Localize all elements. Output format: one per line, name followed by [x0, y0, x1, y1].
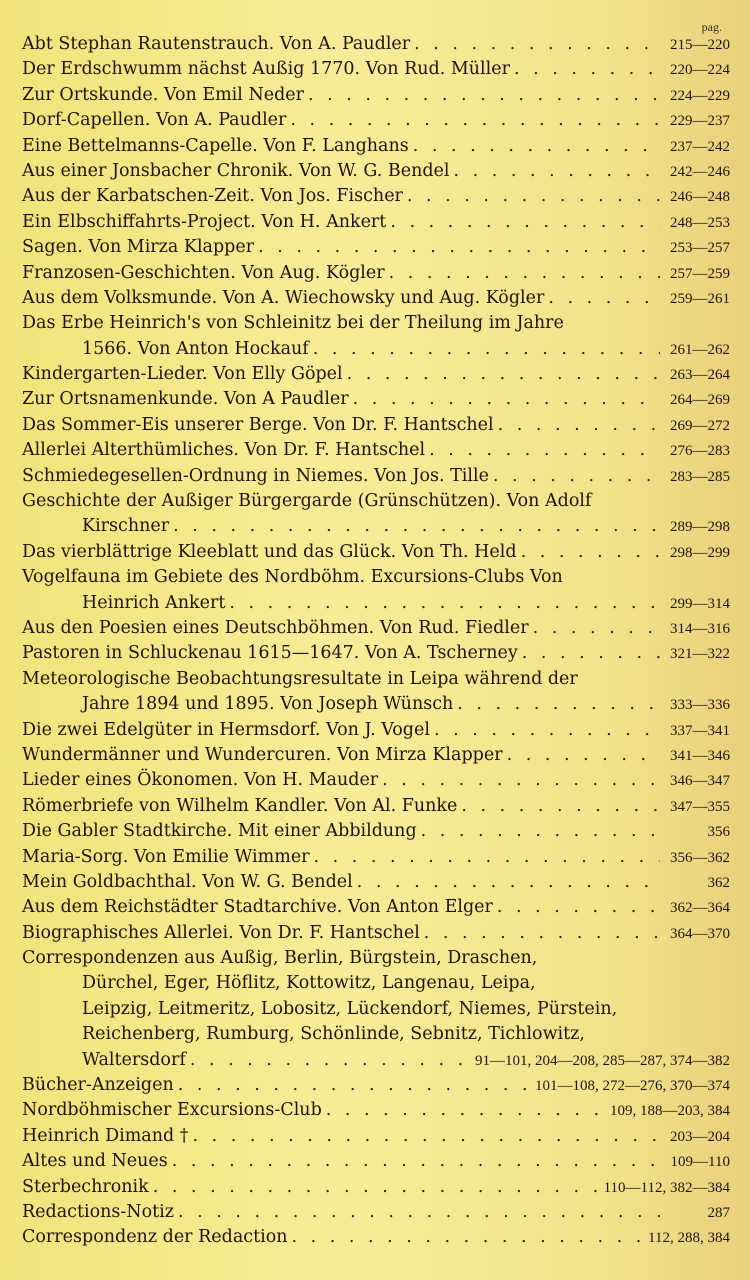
- toc-entry-pages: 321—322: [670, 646, 730, 663]
- toc-entry-line: [22, 540, 730, 565]
- dot-leader: [349, 387, 660, 412]
- toc-entry: [22, 32, 730, 57]
- dot-leader: [489, 464, 660, 489]
- toc-entry: [22, 616, 730, 641]
- toc-entry-pages: 109, 188—203, 384: [610, 1103, 730, 1120]
- toc-entry-line: [22, 1124, 730, 1149]
- toc-entry: [22, 438, 730, 463]
- dot-leader: [494, 413, 660, 438]
- toc-entry-pages: 287: [707, 1204, 730, 1221]
- toc-entry-title: Sterbechronik: [22, 1176, 149, 1197]
- dot-leader: [386, 210, 660, 235]
- toc-entry-line: [22, 1149, 730, 1174]
- toc-entry-title: Nordböhmischer Excursions-Club: [22, 1100, 322, 1121]
- dot-leader: [517, 540, 660, 565]
- toc-entry-pages: 253—257: [670, 240, 730, 257]
- toc-entry-line: [22, 971, 730, 996]
- toc-entry-line: [22, 108, 730, 133]
- dot-leader: [149, 1175, 604, 1200]
- toc-entry-line: [22, 1098, 730, 1123]
- toc-entry-pages: 224—229: [670, 87, 730, 104]
- toc-entry-title: Jahre 1894 und 1895. Von Joseph Wünsch: [82, 694, 454, 715]
- toc-entry-line: [22, 413, 730, 438]
- dot-leader: [288, 1225, 649, 1250]
- toc-entry-title: Geschichte der Außiger Bürgergarde (Grünschützen). Von Adolf: [22, 491, 592, 512]
- toc-entry-line: [22, 895, 730, 920]
- toc-entry-title: Wundermänner und Wundercuren. Von Mirza Klapper: [22, 744, 503, 765]
- toc-entry-title: Altes und Neues: [22, 1151, 168, 1172]
- toc-entry-line: [22, 641, 730, 666]
- toc-entry-title: Das Erbe Heinrich's von Schleinitz bei der Theilung im Jahre: [22, 313, 564, 334]
- toc-entry-title: Meteorologische Beobachtungsresultate in Leipa während der: [22, 668, 578, 689]
- toc-entry-pages: 314—316: [670, 620, 730, 637]
- dot-leader: [174, 1200, 660, 1225]
- toc-entry-pages: 203—204: [670, 1128, 730, 1145]
- toc-entry-title: Heinrich Ankert: [82, 592, 226, 613]
- toc-entry: [22, 1175, 730, 1200]
- toc-entry-pages: 364—370: [670, 925, 730, 942]
- toc-entry-line: [22, 464, 730, 489]
- toc-entry-line: [22, 286, 730, 311]
- dot-leader: [322, 1098, 610, 1123]
- toc-entry-title: Das vierblättrige Kleeblatt und das Glück. Von Th. Held: [22, 541, 517, 562]
- toc-entry-pages: 283—285: [670, 468, 730, 485]
- pag-column-label: pag.: [701, 20, 722, 34]
- toc-entry-line: [22, 946, 730, 971]
- toc-entry-pages: 289—298: [670, 519, 730, 536]
- dot-leader: [343, 362, 660, 387]
- dot-leader: [410, 32, 660, 57]
- toc-entry-line: [22, 438, 730, 463]
- dot-leader: [403, 184, 660, 209]
- toc-entry-title: 1566. Von Anton Hockauf: [82, 338, 309, 359]
- toc-entry: [22, 1149, 730, 1174]
- dot-leader: [353, 870, 660, 895]
- toc-entry-pages: 112, 288, 384: [648, 1230, 730, 1247]
- dot-leader: [450, 159, 661, 184]
- toc-entry-line: [22, 692, 730, 717]
- toc-entry-title: Heinrich Dimand †: [22, 1125, 189, 1146]
- toc-entry: [22, 57, 730, 82]
- toc-entry: [22, 210, 730, 235]
- toc-entry: [22, 1225, 730, 1250]
- toc-entry-title: Bücher-Anzeigen: [22, 1075, 174, 1096]
- toc-entry-pages: 220—224: [670, 62, 730, 79]
- toc-entry-title: Das Sommer-Eis unserer Berge. Von Dr. F. Hantschel: [22, 414, 494, 435]
- toc-entry-line: [22, 870, 730, 895]
- toc-entry: [22, 464, 730, 489]
- toc-entry: [22, 565, 730, 616]
- toc-entry-pages: 356: [707, 824, 730, 841]
- toc-entry-pages: 261—262: [670, 341, 730, 358]
- toc-entry-title: Aus dem Volksmunde. Von A. Wiechowsky und Aug. Kögler: [22, 287, 545, 308]
- toc-entry-title: Vogelfauna im Gebiete des Nordböhm. Excursions-Clubs Von: [22, 567, 563, 588]
- dot-leader: [286, 108, 660, 133]
- toc-entry: [22, 718, 730, 743]
- toc-entry-line: [22, 667, 730, 692]
- toc-entry-line: [22, 362, 730, 387]
- toc-entry-title: Reichenberg, Rumburg, Schönlinde, Sebnitz, Tichlowitz,: [82, 1024, 585, 1045]
- toc-entry-title: Correspondenz der Redaction: [22, 1227, 288, 1248]
- toc-entry-pages: 91—101, 204—208, 285—287, 374—382: [475, 1052, 730, 1069]
- toc-entry-pages: 362—364: [670, 900, 730, 917]
- toc-entry-title: Biographisches Allerlei. Von Dr. F. Hantschel: [22, 922, 420, 943]
- toc-entry-pages: 248—253: [670, 214, 730, 231]
- toc-entry-pages: 347—355: [670, 798, 730, 815]
- toc-entry-title: Schmiedegesellen-Ordnung in Niemes. Von Jos. Tille: [22, 465, 489, 486]
- toc-entry-pages: 246—248: [670, 189, 730, 206]
- toc-entry-title: Zur Ortskunde. Von Emil Neder: [22, 84, 305, 105]
- toc-entry-title: Aus der Karbatschen-Zeit. Von Jos. Fischer: [22, 186, 403, 207]
- dot-leader: [425, 438, 660, 463]
- table-of-contents: [22, 32, 730, 1251]
- toc-entry-title: Pastoren in Schluckenau 1615—1647. Von A. Tscherney: [22, 643, 518, 664]
- toc-entry-title: Abt Stephan Rautenstrauch. Von A. Paudler: [22, 34, 411, 54]
- toc-entry-pages: 269—272: [670, 417, 730, 434]
- toc-entry-line: [22, 768, 730, 793]
- toc-entry-line: [22, 1175, 730, 1200]
- toc-entry-pages: 299—314: [670, 595, 730, 612]
- dot-leader: [385, 261, 660, 286]
- toc-entry-title: Kindergarten-Lieder. Von Elly Göpel: [22, 364, 343, 385]
- toc-entry-title: Correspondenzen aus Außig, Berlin, Bürgstein, Draschen,: [22, 948, 538, 969]
- toc-entry-line: [22, 311, 730, 336]
- toc-entry-title: Römerbriefe von Wilhelm Kandler. Von Al. Funke: [22, 795, 458, 816]
- toc-entry-title: Aus dem Reichstädter Stadtarchive. Von Anton Elger: [22, 897, 493, 918]
- toc-entry-pages: 333—336: [670, 697, 730, 714]
- toc-entry-line: [22, 819, 730, 844]
- toc-entry-line: [22, 235, 730, 260]
- toc-entry-title: Mein Goldbachthal. Von W. G. Bendel: [22, 871, 353, 892]
- dot-leader: [529, 616, 660, 641]
- toc-entry: [22, 387, 730, 412]
- toc-entry-line: [22, 845, 730, 870]
- toc-entry: [22, 83, 730, 108]
- toc-entry-line: [22, 1225, 730, 1250]
- toc-entry: [22, 667, 730, 718]
- toc-entry-line: [22, 1200, 730, 1225]
- dot-leader: [420, 921, 660, 946]
- toc-entry-pages: 110—112, 382—384: [603, 1179, 730, 1196]
- toc-entry-pages: 264—269: [670, 392, 730, 409]
- toc-entry-pages: 101—108, 272—276, 370—374: [535, 1078, 730, 1095]
- toc-entry-line: [22, 184, 730, 209]
- toc-entry-line: [22, 743, 730, 768]
- toc-entry-line: [22, 718, 730, 743]
- toc-entry-line: [22, 1022, 730, 1047]
- dot-leader: [169, 514, 660, 539]
- toc-entry-title: Leipzig, Leitmeritz, Lobositz, Lückendorf, Niemes, Pürstein,: [82, 998, 618, 1019]
- toc-entry-title: Ein Elbschiffahrts-Project. Von H. Ankert: [22, 211, 387, 232]
- dot-leader: [174, 1073, 535, 1098]
- dot-leader: [304, 83, 660, 108]
- dot-leader: [430, 718, 660, 743]
- toc-entry-line: [22, 997, 730, 1022]
- toc-entry: [22, 1124, 730, 1149]
- toc-entry-title: Die Gabler Stadtkirche. Mit einer Abbildung: [22, 821, 417, 842]
- toc-entry-line: [22, 489, 730, 514]
- toc-entry-pages: 263—264: [670, 367, 730, 384]
- dot-leader: [225, 591, 660, 616]
- dot-leader: [417, 819, 660, 844]
- toc-entry-line: [22, 83, 730, 108]
- dot-leader: [378, 768, 660, 793]
- toc-entry-line: [22, 565, 730, 590]
- toc-entry-pages: 276—283: [670, 443, 730, 460]
- toc-entry-title: Eine Bettelmanns-Capelle. Von F. Langhans: [22, 135, 409, 156]
- toc-entry-line: [22, 337, 730, 362]
- dot-leader: [254, 235, 660, 260]
- toc-entry: [22, 895, 730, 920]
- toc-entry: [22, 768, 730, 793]
- toc-entry-title: Lieder eines Ökonomen. Von H. Mauder: [22, 770, 379, 791]
- toc-entry-title: Aus den Poesien eines Deutschböhmen. Von Rud. Fiedler: [22, 617, 529, 638]
- toc-entry: [22, 413, 730, 438]
- toc-entry-pages: 341—346: [670, 747, 730, 764]
- toc-entry: [22, 184, 730, 209]
- toc-entry: [22, 489, 730, 540]
- dot-leader: [309, 337, 660, 362]
- toc-entry: [22, 261, 730, 286]
- dot-leader: [518, 641, 660, 666]
- toc-entry-line: [22, 387, 730, 412]
- toc-entry-pages: 215—220: [670, 37, 730, 53]
- toc-entry-pages: 337—341: [670, 722, 730, 739]
- dot-leader: [493, 895, 660, 920]
- toc-entry-line: [22, 1048, 730, 1073]
- toc-entry: [22, 921, 730, 946]
- dot-leader: [189, 1124, 660, 1149]
- toc-entry-line: [22, 591, 730, 616]
- dot-leader: [510, 57, 660, 82]
- toc-entry: [22, 845, 730, 870]
- toc-entry: [22, 286, 730, 311]
- toc-entry-pages: 346—347: [670, 773, 730, 790]
- toc-entry-pages: 362: [707, 874, 730, 891]
- toc-entry-line: [22, 616, 730, 641]
- toc-entry: [22, 311, 730, 362]
- toc-entry: [22, 540, 730, 565]
- dot-leader: [186, 1048, 475, 1073]
- toc-entry-pages: 298—299: [670, 544, 730, 561]
- toc-entry-title: Waltersdorf: [82, 1049, 186, 1070]
- toc-entry: [22, 794, 730, 819]
- toc-entry: [22, 134, 730, 159]
- toc-entry-line: [22, 794, 730, 819]
- toc-entry-title: Zur Ortsnamenkunde. Von A Paudler: [22, 389, 349, 410]
- toc-entry: [22, 362, 730, 387]
- toc-entry: [22, 1200, 730, 1225]
- toc-entry-pages: 242—246: [670, 163, 730, 180]
- toc-entry-title: Franzosen-Geschichten. Von Aug. Kögler: [22, 262, 385, 283]
- dot-leader: [453, 692, 660, 717]
- toc-entry: [22, 870, 730, 895]
- toc-entry-title: Der Erdschwumm nächst Außig 1770. Von Rud. Müller: [22, 59, 510, 80]
- toc-entry-title: Dorf-Capellen. Von A. Paudler: [22, 110, 287, 131]
- toc-entry: [22, 743, 730, 768]
- toc-entry-title: Kirschner: [82, 516, 170, 537]
- dot-leader: [310, 845, 660, 870]
- toc-entry-title: Allerlei Alterthümliches. Von Dr. F. Hantschel: [22, 440, 426, 461]
- toc-entry-line: [22, 32, 730, 57]
- toc-entry-pages: 259—261: [670, 290, 730, 307]
- dot-leader: [409, 134, 660, 159]
- toc-entry-pages: 356—362: [670, 849, 730, 866]
- toc-entry: [22, 946, 730, 1073]
- toc-entry: [22, 1073, 730, 1098]
- toc-entry: [22, 159, 730, 184]
- toc-entry-line: [22, 134, 730, 159]
- dot-leader: [168, 1149, 660, 1174]
- toc-entry-line: [22, 921, 730, 946]
- toc-entry-line: [22, 261, 730, 286]
- toc-entry-pages: 257—259: [670, 265, 730, 282]
- toc-entry-title: Die zwei Edelgüter in Hermsdorf. Von J. Vogel: [22, 719, 430, 740]
- toc-entry: [22, 235, 730, 260]
- toc-entry-line: [22, 210, 730, 235]
- toc-entry: [22, 108, 730, 133]
- toc-entry-line: [22, 514, 730, 539]
- toc-entry-line: [22, 159, 730, 184]
- toc-entry-pages: 229—237: [670, 113, 730, 130]
- toc-entry-title: Aus einer Jonsbacher Chronik. Von W. G. Bendel: [22, 160, 450, 181]
- toc-entry: [22, 819, 730, 844]
- toc-entry: [22, 1098, 730, 1123]
- toc-entry-title: Maria-Sorg. Von Emilie Wimmer: [22, 846, 310, 867]
- toc-entry-pages: 109—110: [670, 1154, 730, 1171]
- toc-entry-line: [22, 1073, 730, 1098]
- dot-leader: [503, 743, 660, 768]
- dot-leader: [457, 794, 660, 819]
- toc-entry-title: Sagen. Von Mirza Klapper: [22, 237, 255, 258]
- toc-entry-line: [22, 57, 730, 82]
- toc-entry: [22, 641, 730, 666]
- toc-entry-pages: 237—242: [670, 138, 730, 155]
- toc-entry-title: Dürchel, Eger, Höflitz, Kottowitz, Langenau, Leipa,: [82, 973, 536, 994]
- toc-entry-title: Redactions-Notiz: [22, 1201, 174, 1222]
- dot-leader: [544, 286, 660, 311]
